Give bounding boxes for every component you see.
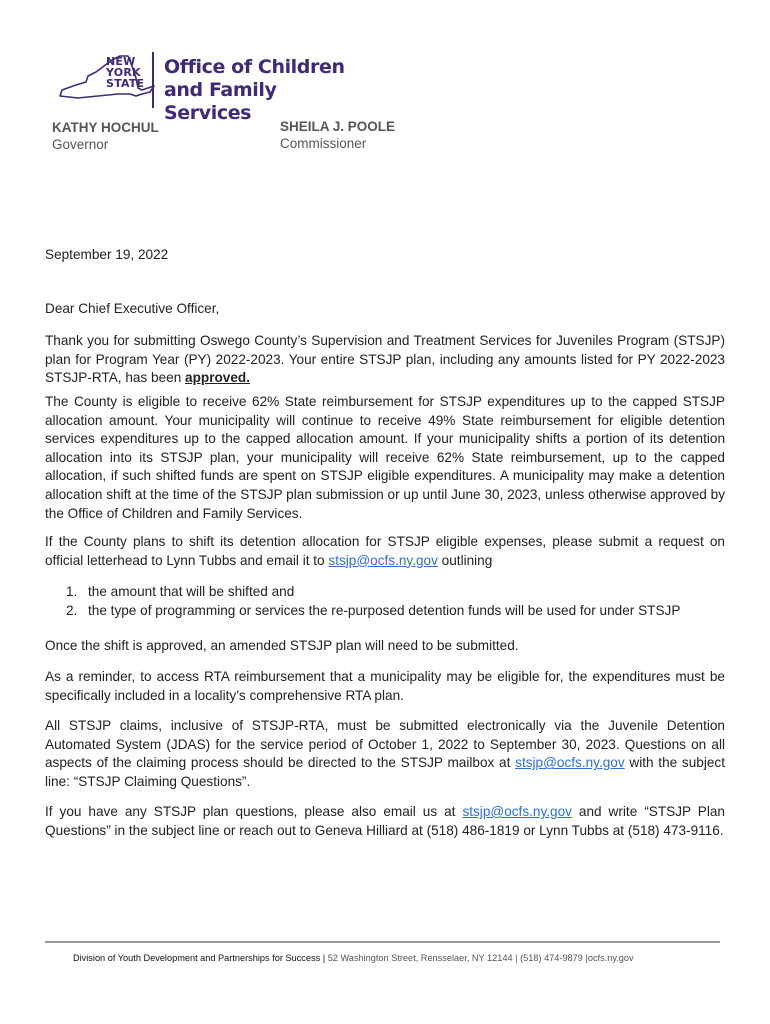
commissioner-block xyxy=(280,118,395,152)
agency-name-line1: Office of Children xyxy=(164,56,345,78)
list-number: 2. xyxy=(66,603,78,618)
claims-tail: with the subject line: “STSJP Claiming Questions”. xyxy=(45,755,725,789)
paragraph-reimbursement: The County is eligible to receive 62% State reimbursement for STSJP expenditures up to the capped STSJP allocation amount. Your municipality will continue to receive 49% State reimbursement for eligible detention services expenditures up to the capped allocation amount. If your municipality shifts a portion of its detention allocation into its STSJP plan, your municipality will receive 62% State reimbursement, up to the capped allocation, if such shifted funds are spent on STSJP eligible expenditures. A municipality may make a detention allocation shift at the time of the STSJP plan submission or up until June 30, 2023, unless otherwise approved by the Office of Children and Family Services. xyxy=(45,394,725,521)
shift-request-text: If the County plans to shift its detention allocation for STSJP eligible expenses, please submit a request on official letterhead to Lynn Tubbs and email it to xyxy=(45,534,725,568)
logo-line-new: NEW xyxy=(106,55,136,68)
agency-name xyxy=(164,56,358,125)
new-york-state-wordmark xyxy=(106,56,144,89)
logo-line-state: STATE xyxy=(106,77,145,90)
letter-date: September 19, 2022 xyxy=(45,247,169,262)
paragraph-rta-reminder: As a reminder, to access RTA reimbursement that a municipality may be eligible for, the expenditures must be specifically included in a locality’s comprehensive RTA plan. xyxy=(45,669,725,703)
agency-name-line2: and Family Services xyxy=(164,79,277,124)
commissioner-title: Commissioner xyxy=(280,136,367,151)
paragraph-questions xyxy=(45,803,725,840)
shift-request-tail: outlining xyxy=(437,552,493,568)
list-item xyxy=(66,601,726,620)
governor-title: Governor xyxy=(52,137,109,152)
list-item-text: the amount that will be shifted and xyxy=(88,584,295,599)
shift-request-list xyxy=(66,582,726,620)
paragraph-amended-plan: Once the shift is approved, an amended STSJP plan will need to be submitted. xyxy=(45,638,519,653)
approved-emphasis: approved. xyxy=(185,370,250,386)
footer-separator: | xyxy=(320,953,328,963)
questions-text: If you have any STSJP plan questions, please also email us at xyxy=(45,804,463,819)
commissioner-name: SHEILA J. POOLE xyxy=(280,119,396,134)
footer-address: 52 Washington Street, Rensselaer, NY 12144 | (518) 474-9879 |ocfs.ny.gov xyxy=(327,953,634,963)
governor-block xyxy=(52,119,159,153)
paragraph-claims xyxy=(45,717,725,791)
ocfs-logo xyxy=(58,52,358,124)
list-item xyxy=(66,582,726,601)
logo-divider xyxy=(152,52,154,108)
list-number: 1. xyxy=(66,584,78,599)
email-link[interactable]: stsjp@ocfs.ny.gov xyxy=(328,552,438,568)
approval-text: Thank you for submitting Oswego County’s Supervision and Treatment Services for Juveniles Program (STSJP) plan for Program Year (PY) 2022-2023. Your entire STSJP plan, including any amounts listed for PY 2022-2023 STSJP-RTA, has been xyxy=(45,333,725,386)
email-link[interactable]: stsjp@ocfs.ny.gov xyxy=(462,804,572,819)
logo-line-york: YORK xyxy=(106,66,141,79)
paragraph-shift-request xyxy=(45,533,725,570)
footer-rule xyxy=(45,941,720,943)
salutation: Dear Chief Executive Officer, xyxy=(45,301,220,316)
footer xyxy=(73,952,634,964)
questions-tail: and write “STSJP Plan Questions” in the subject line or reach out to Geneva Hilliard at (518) 486-1819 or Lynn Tubbs at (518) 473-9116. xyxy=(45,804,725,838)
list-item-text: the type of programming or services the re-purposed detention funds will be used for under STSJP xyxy=(88,603,681,618)
governor-name: KATHY HOCHUL xyxy=(52,120,159,135)
claims-text: All STSJP claims, inclusive of STSJP-RTA, must be submitted electronically via the Juvenile Detention Automated System (JDAS) for the service period of October 1, 2022 to September 30, 2023. Questions on all aspects of the claiming process should be directed to the STSJP mailbox at xyxy=(45,718,725,771)
footer-division: Division of Youth Development and Partnerships for Success xyxy=(73,953,321,963)
paragraph-approval xyxy=(45,332,725,388)
email-link[interactable]: stsjp@ocfs.ny.gov xyxy=(515,755,625,771)
